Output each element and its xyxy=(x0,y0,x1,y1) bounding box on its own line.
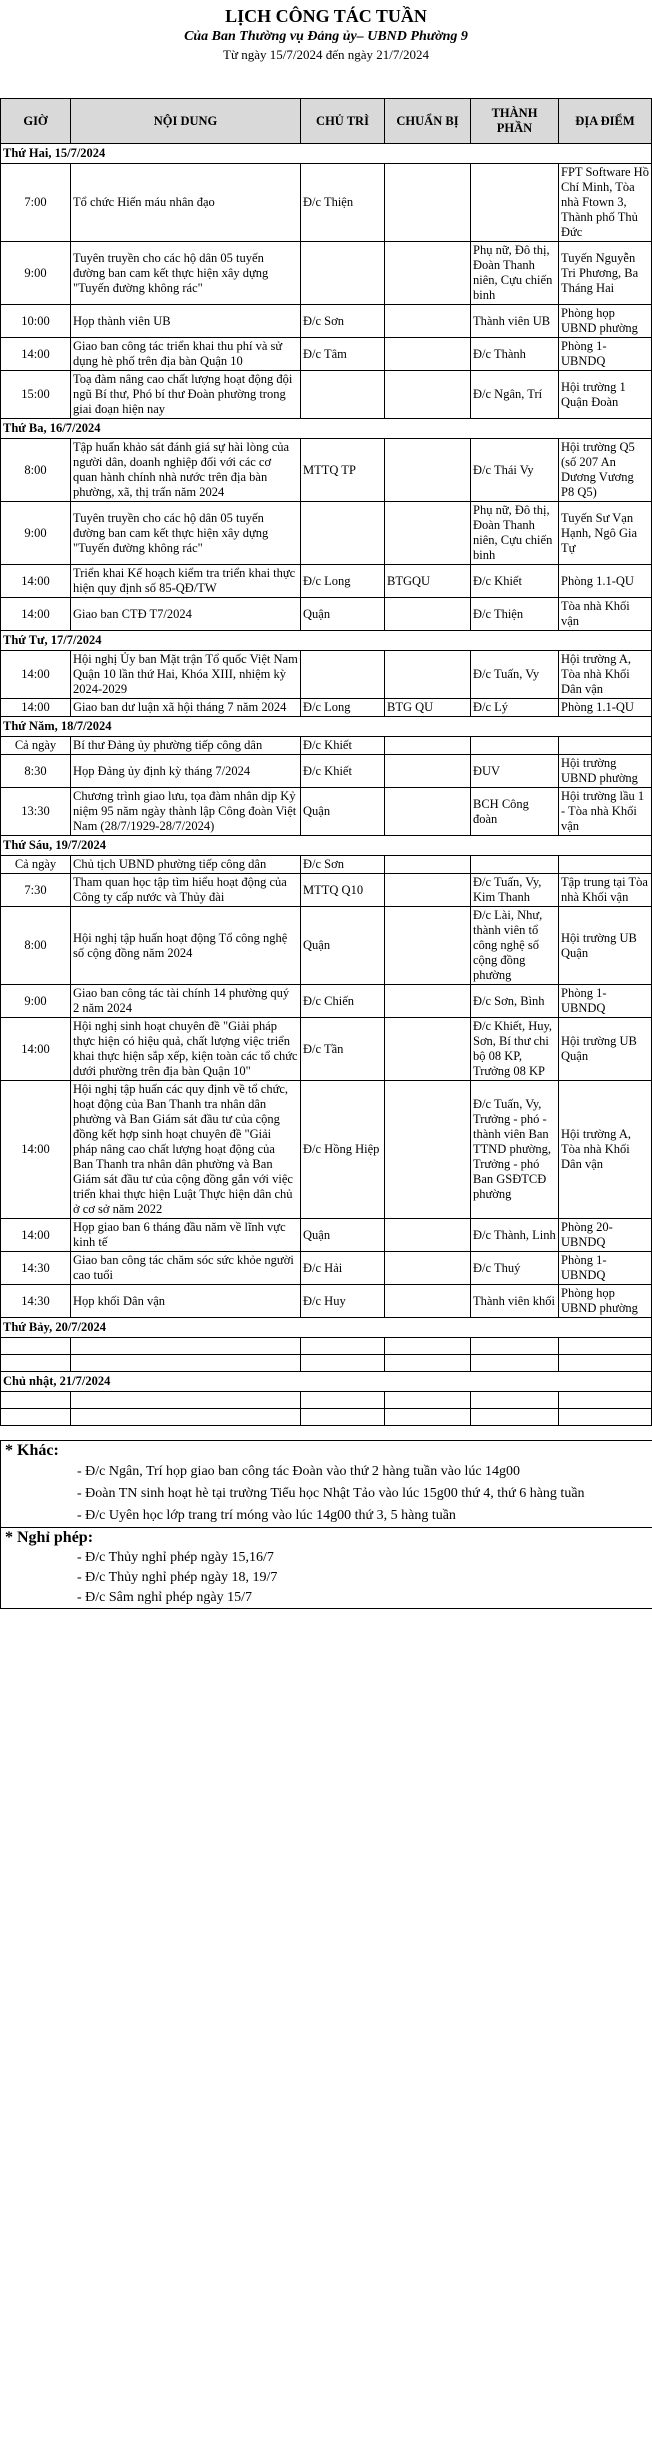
day-label: Thứ Ba, 16/7/2024 xyxy=(1,419,652,439)
time-cell: 9:00 xyxy=(1,502,71,565)
empty-cell xyxy=(385,1392,471,1409)
chair-cell: Quận xyxy=(301,1219,385,1252)
table-row xyxy=(1,699,652,717)
time-cell: 14:30 xyxy=(1,1285,71,1318)
empty-row xyxy=(1,1409,652,1426)
members-cell: Đ/c Tuấn, Vy, Kim Thanh xyxy=(471,874,559,907)
place-cell: Phòng 20-UBNDQ xyxy=(559,1219,652,1252)
prep-cell xyxy=(385,598,471,631)
content-cell: Chương trình giao lưu, tọa đàm nhân dịp Kỷ niệm 95 năm ngày thành lập Công đoàn Việt Nam (28/7/1929-28/7/2024) xyxy=(71,788,301,836)
members-cell: BCH Công đoàn xyxy=(471,788,559,836)
prep-cell xyxy=(385,439,471,502)
time-cell: 8:00 xyxy=(1,439,71,502)
members-cell: Đ/c Thuý xyxy=(471,1252,559,1285)
prep-cell xyxy=(385,856,471,874)
empty-cell xyxy=(301,1355,385,1372)
time-cell: 14:00 xyxy=(1,1219,71,1252)
prep-cell xyxy=(385,1252,471,1285)
table-row xyxy=(1,1018,652,1081)
content-cell: Họp Đảng ủy định kỳ tháng 7/2024 xyxy=(71,755,301,788)
leave-note: - Đ/c Sâm nghỉ phép ngày 15/7 xyxy=(77,1590,252,1605)
chair-cell: Đ/c Khiết xyxy=(301,737,385,755)
place-cell: Hội trường lầu 1 - Tòa nhà Khối vận xyxy=(559,788,652,836)
empty-cell xyxy=(559,1355,652,1372)
content-cell: Bí thư Đảng ủy phường tiếp công dân xyxy=(71,737,301,755)
place-cell: Hội trường A, Tòa nhà Khối Dân vận xyxy=(559,1081,652,1219)
prep-cell xyxy=(385,164,471,242)
place-cell: Hội trường UBND phường xyxy=(559,755,652,788)
members-cell: ĐUV xyxy=(471,755,559,788)
place-cell: Phòng họp UBND phường xyxy=(559,305,652,338)
notes-section xyxy=(0,1440,652,1609)
empty-row xyxy=(1,1338,652,1355)
members-cell xyxy=(471,737,559,755)
chair-cell: Đ/c Hồng Hiệp xyxy=(301,1081,385,1219)
table-row xyxy=(1,737,652,755)
content-cell: Tuyên truyền cho các hộ dân 05 tuyến đường ban cam kết thực hiện xây dựng "Tuyến đường không rác" xyxy=(71,502,301,565)
time-cell: 14:00 xyxy=(1,565,71,598)
prep-cell xyxy=(385,985,471,1018)
chair-cell: MTTQ Q10 xyxy=(301,874,385,907)
col-header-chair: CHỦ TRÌ xyxy=(301,99,385,144)
members-cell: Đ/c Khiết xyxy=(471,565,559,598)
schedule-body xyxy=(1,144,652,1426)
prep-cell xyxy=(385,502,471,565)
table-row xyxy=(1,598,652,631)
chair-cell xyxy=(301,371,385,419)
time-cell: 14:00 xyxy=(1,651,71,699)
leave-notes-box xyxy=(0,1528,652,1609)
empty-cell xyxy=(559,1392,652,1409)
prep-cell xyxy=(385,1219,471,1252)
chair-cell: Quận xyxy=(301,788,385,836)
place-cell: FPT Software Hồ Chí Minh, Tòa nhà Ftown 3, Thành phố Thủ Đức xyxy=(559,164,652,242)
other-heading: * Khác: xyxy=(5,1442,59,1459)
table-row xyxy=(1,755,652,788)
place-cell: Hội trường 1 Quận Đoàn xyxy=(559,371,652,419)
members-cell: Đ/c Tuấn, Vy, Trưởng - phó - thành viên Ban TTND phường, Trưởng - phó Ban GSĐTCĐ phường xyxy=(471,1081,559,1219)
prep-cell xyxy=(385,755,471,788)
chair-cell: Đ/c Tâm xyxy=(301,338,385,371)
members-cell: Đ/c Thành xyxy=(471,338,559,371)
table-row xyxy=(1,371,652,419)
content-cell: Hội nghị tập huấn hoạt động Tổ công nghệ số cộng đồng năm 2024 xyxy=(71,907,301,985)
chair-cell xyxy=(301,242,385,305)
schedule-table xyxy=(0,98,652,1426)
prep-cell xyxy=(385,874,471,907)
chair-cell: Đ/c Long xyxy=(301,565,385,598)
time-cell: 8:00 xyxy=(1,907,71,985)
prep-cell xyxy=(385,371,471,419)
members-cell: Đ/c Thiện xyxy=(471,598,559,631)
time-cell: 9:00 xyxy=(1,242,71,305)
day-label: Thứ Hai, 15/7/2024 xyxy=(1,144,652,164)
other-note: - Đ/c Ngân, Trí họp giao ban công tác Đoàn vào thứ 2 hàng tuần vào lúc 14g00 xyxy=(77,1464,521,1479)
day-label: Thứ Bảy, 20/7/2024 xyxy=(1,1318,652,1338)
content-cell: Chủ tịch UBND phường tiếp công dân xyxy=(71,856,301,874)
day-header-row xyxy=(1,836,652,856)
leave-heading: * Nghỉ phép: xyxy=(5,1529,94,1546)
table-row xyxy=(1,856,652,874)
empty-cell xyxy=(385,1355,471,1372)
members-cell: Đ/c Thành, Linh xyxy=(471,1219,559,1252)
place-cell: Phòng họp UBND phường xyxy=(559,1285,652,1318)
place-cell: Tuyến Nguyễn Tri Phương, Ba Tháng Hai xyxy=(559,242,652,305)
time-cell: 13:30 xyxy=(1,788,71,836)
place-cell: Hội trường Q5 (số 207 An Dương Vương P8 Q5) xyxy=(559,439,652,502)
time-cell: 14:00 xyxy=(1,1081,71,1219)
content-cell: Hội nghị Ủy ban Mặt trận Tổ quốc Việt Nam Quận 10 lần thứ Hai, Khóa XIII, nhiệm kỳ 2024-2029 xyxy=(71,651,301,699)
content-cell: Hội nghị tập huấn các quy định về tổ chức, hoạt động của Ban Thanh tra nhân dân phường và Ban Giám sát đầu tư của cộng đồng kết hợp sinh hoạt chuyên đề "Giải pháp nâng cao chất lượng hoạt động của Ban Thanh tra nhân dân phường và Ban Giám sát đầu tư của cộng đồng gắn với việc triển khai thực hiện Luật Thực hiện dân chủ ở cơ sở năm 2022 xyxy=(71,1081,301,1219)
place-cell: Hội trường UB Quận xyxy=(559,907,652,985)
place-cell xyxy=(559,856,652,874)
place-cell: Phòng 1-UBNDQ xyxy=(559,338,652,371)
content-cell: Tổ chức Hiến máu nhân đạo xyxy=(71,164,301,242)
time-cell: Cả ngày xyxy=(1,856,71,874)
members-cell xyxy=(471,164,559,242)
time-cell: 7:00 xyxy=(1,164,71,242)
content-cell: Giao ban công tác tài chính 14 phường quý 2 năm 2024 xyxy=(71,985,301,1018)
members-cell: Thành viên khối xyxy=(471,1285,559,1318)
time-cell: Cả ngày xyxy=(1,737,71,755)
table-row xyxy=(1,985,652,1018)
content-cell: Tập huấn khảo sát đánh giá sự hài lòng của người dân, doanh nghiệp đối với các cơ quan hành chính nhà nước trên địa bàn phường, xã, thị trấn năm 2024 xyxy=(71,439,301,502)
prep-cell xyxy=(385,305,471,338)
chair-cell: Đ/c Sơn xyxy=(301,305,385,338)
day-header-row xyxy=(1,1372,652,1392)
time-cell: 7:30 xyxy=(1,874,71,907)
chair-cell: Đ/c Thiện xyxy=(301,164,385,242)
content-cell: Giao ban công tác chăm sóc sức khỏe người cao tuổi xyxy=(71,1252,301,1285)
place-cell: Tập trung tại Tòa nhà Khối vận xyxy=(559,874,652,907)
table-row xyxy=(1,1285,652,1318)
col-header-place: ĐỊA ĐIỂM xyxy=(559,99,652,144)
chair-cell: MTTQ TP xyxy=(301,439,385,502)
time-cell: 8:30 xyxy=(1,755,71,788)
members-cell: Đ/c Tuấn, Vy xyxy=(471,651,559,699)
empty-cell xyxy=(1,1338,71,1355)
day-header-row xyxy=(1,717,652,737)
time-cell: 14:30 xyxy=(1,1252,71,1285)
table-row xyxy=(1,338,652,371)
other-notes-box xyxy=(0,1440,652,1528)
time-cell: 14:00 xyxy=(1,598,71,631)
place-cell: Phòng 1.1-QU xyxy=(559,565,652,598)
table-row xyxy=(1,1219,652,1252)
time-cell: 9:00 xyxy=(1,985,71,1018)
leave-note: - Đ/c Thủy nghỉ phép ngày 15,16/7 xyxy=(77,1550,274,1565)
date-range: Từ ngày 15/7/2024 đến ngày 21/7/2024 xyxy=(223,47,429,62)
content-cell: Triển khai Kế hoạch kiểm tra triển khai thực hiện quy định số 85-QĐ/TW xyxy=(71,565,301,598)
header xyxy=(0,4,652,64)
time-cell: 14:00 xyxy=(1,699,71,717)
chair-cell: Đ/c Hải xyxy=(301,1252,385,1285)
table-row xyxy=(1,305,652,338)
empty-cell xyxy=(385,1409,471,1426)
chair-cell: Đ/c Tần xyxy=(301,1018,385,1081)
prep-cell xyxy=(385,242,471,305)
prep-cell xyxy=(385,737,471,755)
content-cell: Họp khối Dân vận xyxy=(71,1285,301,1318)
empty-row xyxy=(1,1392,652,1409)
day-label: Thứ Tư, 17/7/2024 xyxy=(1,631,652,651)
content-cell: Tuyên truyền cho các hộ dân 05 tuyến đường ban cam kết thực hiện xây dựng "Tuyến đường không rác" xyxy=(71,242,301,305)
content-cell: Tham quan học tập tìm hiểu hoạt động của Công ty cấp nước và Thủy đài xyxy=(71,874,301,907)
table-row xyxy=(1,874,652,907)
day-header-row xyxy=(1,419,652,439)
chair-cell xyxy=(301,651,385,699)
content-cell: Giao ban công tác triển khai thu phí và sử dụng hè phố trên địa bàn Quận 10 xyxy=(71,338,301,371)
empty-cell xyxy=(71,1392,301,1409)
empty-row xyxy=(1,1355,652,1372)
chair-cell: Đ/c Huy xyxy=(301,1285,385,1318)
empty-cell xyxy=(559,1338,652,1355)
table-row xyxy=(1,1081,652,1219)
day-label: Thứ Năm, 18/7/2024 xyxy=(1,717,652,737)
time-cell: 15:00 xyxy=(1,371,71,419)
members-cell: Đ/c Ngân, Trí xyxy=(471,371,559,419)
col-header-content: NỘI DUNG xyxy=(71,99,301,144)
table-row xyxy=(1,565,652,598)
col-header-prep: CHUẨN BỊ xyxy=(385,99,471,144)
chair-cell: Đ/c Sơn xyxy=(301,856,385,874)
prep-cell xyxy=(385,1081,471,1219)
empty-cell xyxy=(301,1409,385,1426)
content-cell: Họp thành viên UB xyxy=(71,305,301,338)
members-cell: Phụ nữ, Đô thị, Đoàn Thanh niên, Cựu chiến binh xyxy=(471,502,559,565)
members-cell xyxy=(471,856,559,874)
place-cell: Tòa nhà Khối vận xyxy=(559,598,652,631)
members-cell: Phụ nữ, Đô thị, Đoàn Thanh niên, Cựu chiến binh xyxy=(471,242,559,305)
content-cell: Họp giao ban 6 tháng đầu năm về lĩnh vực kinh tế xyxy=(71,1219,301,1252)
content-cell: Giao ban CTĐ T7/2024 xyxy=(71,598,301,631)
col-header-time: GIỜ xyxy=(1,99,71,144)
members-cell: Thành viên UB xyxy=(471,305,559,338)
prep-cell xyxy=(385,651,471,699)
day-header-row xyxy=(1,631,652,651)
chair-cell xyxy=(301,502,385,565)
day-label: Thứ Sáu, 19/7/2024 xyxy=(1,836,652,856)
table-row xyxy=(1,502,652,565)
time-cell: 10:00 xyxy=(1,305,71,338)
members-cell: Đ/c Lý xyxy=(471,699,559,717)
content-cell: Hội nghị sinh hoạt chuyên đề "Giải pháp thực hiện có hiệu quả, chất lượng việc triển khai thực hiện sắp xếp, kiện toàn các tổ chức dưới phường trên địa bàn Quận 10" xyxy=(71,1018,301,1081)
empty-cell xyxy=(301,1338,385,1355)
members-cell: Đ/c Sơn, Bình xyxy=(471,985,559,1018)
table-row xyxy=(1,1252,652,1285)
empty-cell xyxy=(301,1392,385,1409)
prep-cell: BTG QU xyxy=(385,699,471,717)
chair-cell: Đ/c Khiết xyxy=(301,755,385,788)
prep-cell: BTGQU xyxy=(385,565,471,598)
time-cell: 14:00 xyxy=(1,338,71,371)
content-cell: Giao ban dư luận xã hội tháng 7 năm 2024 xyxy=(71,699,301,717)
place-cell: Phòng 1-UBNDQ xyxy=(559,985,652,1018)
empty-cell xyxy=(559,1409,652,1426)
table-row xyxy=(1,439,652,502)
empty-cell xyxy=(71,1355,301,1372)
col-header-members: THÀNH PHẦN xyxy=(471,99,559,144)
place-cell: Hội trường A, Tòa nhà Khối Dân vận xyxy=(559,651,652,699)
chair-cell: Đ/c Long xyxy=(301,699,385,717)
chair-cell: Đ/c Chiến xyxy=(301,985,385,1018)
members-cell: Đ/c Lài, Như, thành viên tổ công nghệ số cộng đồng phường xyxy=(471,907,559,985)
place-cell: Tuyến Sư Vạn Hạnh, Ngô Gia Tự xyxy=(559,502,652,565)
content-cell: Toạ đàm nâng cao chất lượng hoạt động đội ngũ Bí thư, Phó bí thư Đoàn phường trong giai đoạn hiện nay xyxy=(71,371,301,419)
members-cell: Đ/c Thái Vy xyxy=(471,439,559,502)
place-cell: Phòng 1.1-QU xyxy=(559,699,652,717)
chair-cell: Quận xyxy=(301,907,385,985)
table-row xyxy=(1,164,652,242)
prep-cell xyxy=(385,1285,471,1318)
other-note: - Đ/c Uyên học lớp trang trí móng vào lúc 14g00 thứ 3, 5 hàng tuần xyxy=(77,1508,456,1523)
empty-cell xyxy=(471,1392,559,1409)
members-cell: Đ/c Khiết, Huy, Sơn, Bí thư chi bộ 08 KP, Trưởng 08 KP xyxy=(471,1018,559,1081)
prep-cell xyxy=(385,907,471,985)
table-row xyxy=(1,788,652,836)
place-cell: Phòng 1-UBNDQ xyxy=(559,1252,652,1285)
empty-cell xyxy=(471,1409,559,1426)
empty-cell xyxy=(385,1338,471,1355)
page-subtitle: Của Ban Thường vụ Đảng ủy– UBND Phường 9 xyxy=(184,29,468,44)
prep-cell xyxy=(385,788,471,836)
place-cell xyxy=(559,737,652,755)
day-header-row xyxy=(1,144,652,164)
prep-cell xyxy=(385,338,471,371)
table-row xyxy=(1,651,652,699)
empty-cell xyxy=(1,1409,71,1426)
header-row xyxy=(1,99,652,144)
leave-note: - Đ/c Thủy nghỉ phép ngày 18, 19/7 xyxy=(77,1570,278,1585)
place-cell: Hội trường UB Quận xyxy=(559,1018,652,1081)
other-note: - Đoàn TN sinh hoạt hè tại trường Tiểu học Nhật Tảo vào lúc 15g00 thứ 4, thứ 6 hàng tuần xyxy=(77,1486,585,1501)
day-header-row xyxy=(1,1318,652,1338)
page-title: LỊCH CÔNG TÁC TUẦN xyxy=(225,6,427,26)
table-row xyxy=(1,242,652,305)
table-row xyxy=(1,907,652,985)
empty-cell xyxy=(471,1355,559,1372)
empty-cell xyxy=(71,1409,301,1426)
empty-cell xyxy=(71,1338,301,1355)
chair-cell: Quận xyxy=(301,598,385,631)
empty-cell xyxy=(1,1355,71,1372)
day-label: Chủ nhật, 21/7/2024 xyxy=(1,1372,652,1392)
time-cell: 14:00 xyxy=(1,1018,71,1081)
schedule-page xyxy=(0,4,652,2449)
empty-cell xyxy=(1,1392,71,1409)
empty-cell xyxy=(471,1338,559,1355)
prep-cell xyxy=(385,1018,471,1081)
